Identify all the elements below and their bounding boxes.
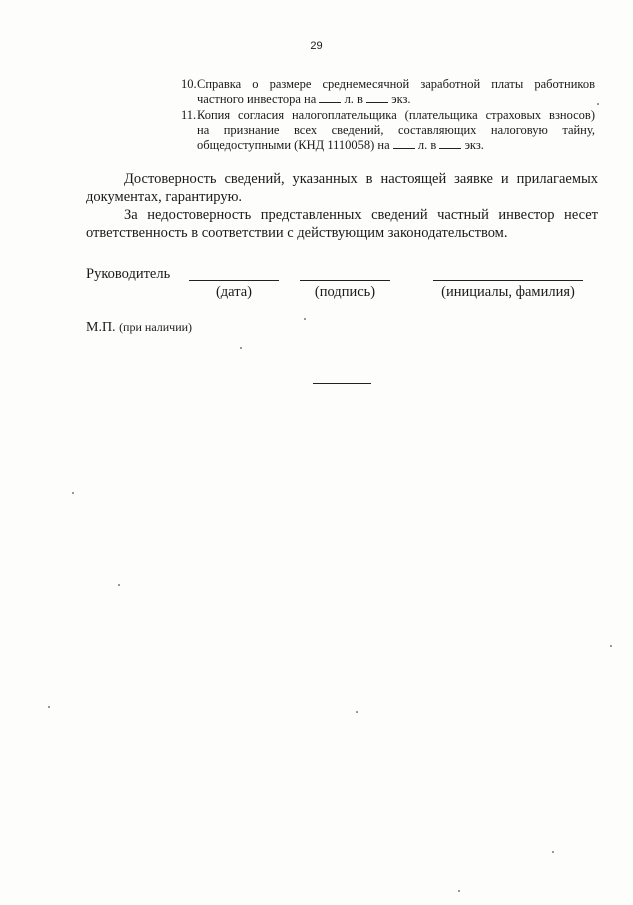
signature-label: Руководитель bbox=[86, 266, 171, 282]
blank-field bbox=[393, 138, 415, 149]
paragraph-line: Достоверность сведений, указанных в настоящей заявке и прилагаемых bbox=[124, 171, 598, 187]
list-item-text: экз. bbox=[464, 138, 484, 152]
blank-field bbox=[366, 92, 388, 103]
paragraph-accuracy bbox=[86, 170, 598, 206]
list-item-number: 11. bbox=[181, 108, 197, 122]
end-divider bbox=[313, 383, 371, 384]
scan-speck bbox=[304, 318, 306, 320]
scan-speck bbox=[597, 103, 599, 105]
list-item-text: частного инвестора на bbox=[197, 92, 317, 106]
list-item bbox=[183, 77, 595, 107]
scan-speck bbox=[240, 347, 242, 349]
date-field bbox=[189, 266, 279, 301]
list-item-text: Справка о размере среднемесячной заработной платы работников bbox=[197, 77, 595, 91]
list-item-text: Копия согласия налогоплательщика (плательщика страховых взносов) bbox=[197, 108, 595, 122]
list-item-text: общедоступными (КНД 1110058) на bbox=[197, 138, 390, 152]
paragraph-line: документах, гарантирую. bbox=[86, 189, 243, 205]
list-item-text: экз. bbox=[391, 92, 411, 106]
date-line bbox=[189, 266, 279, 281]
scan-speck bbox=[356, 711, 358, 713]
blank-field bbox=[319, 92, 341, 103]
signature-block bbox=[86, 266, 598, 306]
attachments-list bbox=[183, 77, 595, 153]
stamp-note bbox=[86, 320, 192, 336]
sign-field bbox=[300, 266, 390, 301]
list-item-text-line bbox=[197, 138, 595, 153]
scan-speck bbox=[458, 890, 460, 892]
list-item-text-line bbox=[197, 92, 595, 107]
paragraph-responsibility bbox=[86, 206, 598, 242]
sign-line bbox=[300, 266, 390, 281]
scan-speck bbox=[118, 584, 120, 586]
paragraph-line: ответственность в соответствии с действующим законодательством. bbox=[86, 225, 508, 241]
list-item-text: л. в bbox=[417, 138, 437, 152]
paragraph-line: За недостоверность представленных сведений частный инвестор несет bbox=[124, 207, 598, 223]
page-number: 29 bbox=[310, 40, 323, 52]
scan-speck bbox=[552, 851, 554, 853]
stamp-label: М.П. bbox=[86, 320, 116, 335]
stamp-note-text: (при наличии) bbox=[119, 320, 193, 334]
list-item-text: на признание всех сведений, составляющих налоговую тайну, bbox=[197, 123, 595, 137]
name-field bbox=[433, 266, 583, 301]
name-line bbox=[433, 266, 583, 281]
list-item-number: 10. bbox=[181, 77, 197, 91]
scan-speck bbox=[72, 492, 74, 494]
list-item bbox=[183, 108, 595, 153]
blank-field bbox=[439, 138, 461, 149]
date-caption: (дата) bbox=[215, 284, 253, 300]
sign-caption: (подпись) bbox=[314, 284, 376, 300]
scan-speck bbox=[610, 645, 612, 647]
list-item-text: л. в bbox=[344, 92, 363, 106]
scan-speck bbox=[48, 706, 50, 708]
name-caption: (инициалы, фамилия) bbox=[441, 284, 575, 300]
